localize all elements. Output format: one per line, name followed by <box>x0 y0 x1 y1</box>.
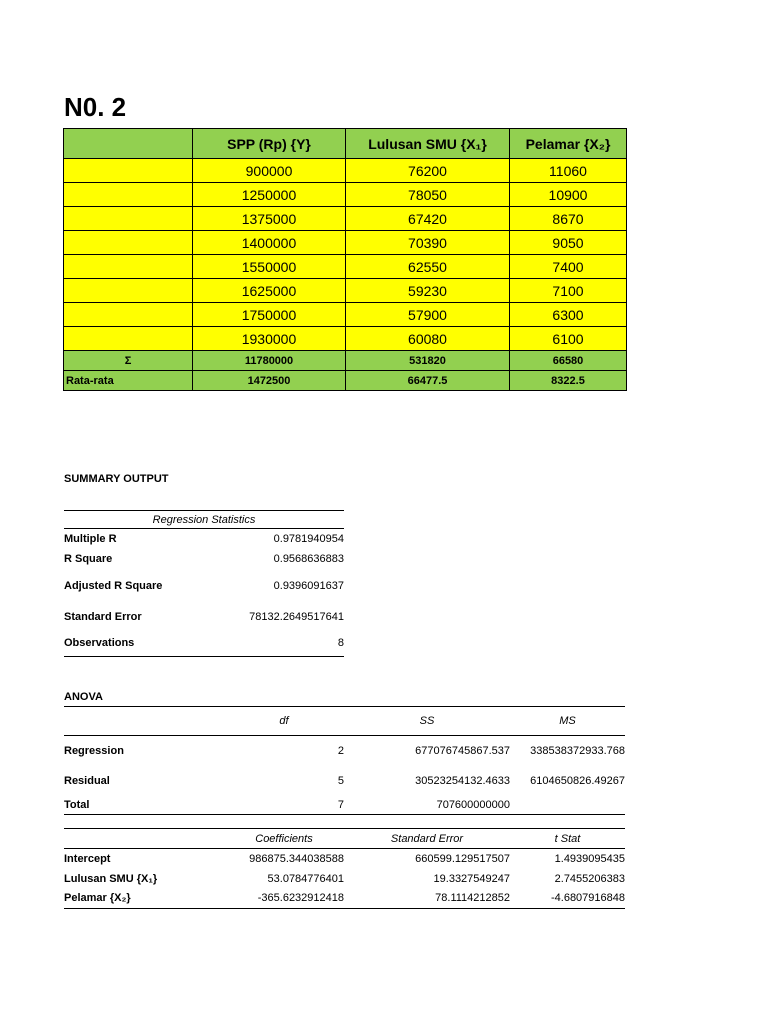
table-row <box>64 255 627 279</box>
coefficients-cell: 53.0784776401 <box>267 872 344 885</box>
coefficients-cell: 1.4939095435 <box>554 852 625 865</box>
stat-label: Standard Error <box>64 611 142 623</box>
stat-row <box>64 549 344 569</box>
coefficients-table <box>64 828 625 909</box>
stat-label: Adjusted R Square <box>64 580 163 592</box>
table-cell: 78050 <box>346 183 510 207</box>
coefficients-cell: 660599.129517507 <box>415 852 510 865</box>
stat-row <box>64 569 344 604</box>
table-cell <box>64 303 193 327</box>
stat-row <box>64 631 344 657</box>
stat-value: 0.9396091637 <box>273 580 344 592</box>
anova-table <box>64 706 625 815</box>
coefficients-row-label: Pelamar {X₂} <box>64 889 224 909</box>
header-cell-lulusan: Lulusan SMU {X₁} <box>346 129 510 159</box>
table-cell: 10900 <box>510 183 627 207</box>
anova-header-ms: MS <box>510 707 625 736</box>
coefficients-header-cell <box>64 829 224 849</box>
anova-row-label: Residual <box>64 774 110 787</box>
page-title: N0. 2 <box>64 92 127 122</box>
table-cell: 1750000 <box>193 303 346 327</box>
table-row <box>64 183 627 207</box>
table-cell: 62550 <box>346 255 510 279</box>
stat-value: 0.9568636883 <box>273 552 344 565</box>
anova-row <box>64 736 625 766</box>
coefficients-header-tstat: t Stat <box>510 829 625 849</box>
stat-value: 78132.2649517641 <box>249 611 344 623</box>
table-row <box>64 207 627 231</box>
coefficients-row <box>64 849 625 869</box>
anova-cell: 2 <box>337 744 344 757</box>
sum-cell: 66580 <box>510 351 627 371</box>
table-cell: 1250000 <box>193 183 346 207</box>
table-cell: 7400 <box>510 255 627 279</box>
coefficients-cell: 986875.344038588 <box>249 852 344 865</box>
header-cell-pelamar: Pelamar {X₂} <box>510 129 627 159</box>
data-table <box>63 128 627 391</box>
sum-label: Σ <box>64 351 193 371</box>
stat-label: Multiple R <box>64 532 117 545</box>
coefficients-row <box>64 869 625 889</box>
regression-statistics-caption-row <box>64 511 344 529</box>
table-cell: 6300 <box>510 303 627 327</box>
coefficients-cell: -4.6807916848 <box>510 889 625 909</box>
table-cell: 76200 <box>346 159 510 183</box>
table-cell: 60080 <box>346 327 510 351</box>
anova-header-df: df <box>224 707 344 736</box>
table-cell: 67420 <box>346 207 510 231</box>
table-cell: 59230 <box>346 279 510 303</box>
stat-value: 0.9781940954 <box>273 532 344 545</box>
anova-cell: 7 <box>224 796 344 815</box>
table-cell <box>64 279 193 303</box>
coefficients-cell: 19.3327549247 <box>433 872 510 885</box>
header-cell <box>64 129 193 159</box>
table-cell: 6100 <box>510 327 627 351</box>
table-cell: 11060 <box>510 159 627 183</box>
anova-cell: 30523254132.4633 <box>415 774 510 787</box>
stat-label: Observations <box>64 631 207 657</box>
sum-row <box>64 351 627 371</box>
stat-row <box>64 529 344 549</box>
table-row <box>64 327 627 351</box>
table-cell <box>64 207 193 231</box>
table-cell: 1930000 <box>193 327 346 351</box>
table-cell: 900000 <box>193 159 346 183</box>
table-row <box>64 159 627 183</box>
table-cell: 1625000 <box>193 279 346 303</box>
coefficients-cell: -365.6232912418 <box>224 889 344 909</box>
anova-cell: 677076745867.537 <box>415 744 510 757</box>
table-cell: 8670 <box>510 207 627 231</box>
anova-cell <box>510 796 625 815</box>
regression-statistics-caption: Regression Statistics <box>64 511 344 529</box>
table-cell: 70390 <box>346 231 510 255</box>
coefficients-row-label: Lulusan SMU {X₁} <box>64 872 158 885</box>
anova-header-row <box>64 707 625 736</box>
sum-cell: 531820 <box>346 351 510 371</box>
coefficients-header-row <box>64 829 625 849</box>
stat-row <box>64 604 344 631</box>
table-cell <box>64 327 193 351</box>
average-cell: 8322.5 <box>510 371 627 391</box>
coefficients-header-stderr: Standard Error <box>344 829 510 849</box>
stat-label: R Square <box>64 552 113 565</box>
table-cell: 1400000 <box>193 231 346 255</box>
anova-header-cell <box>64 707 224 736</box>
table-row <box>64 303 627 327</box>
stat-value: 8 <box>207 631 344 657</box>
average-cell: 1472500 <box>193 371 346 391</box>
anova-header-ss: SS <box>344 707 510 736</box>
table-header-row <box>64 129 627 159</box>
table-cell: 9050 <box>510 231 627 255</box>
table-row <box>64 279 627 303</box>
regression-statistics-table <box>64 510 344 657</box>
table-cell <box>64 183 193 207</box>
table-row <box>64 231 627 255</box>
coefficients-cell: 78.1114212852 <box>344 889 510 909</box>
anova-row <box>64 766 625 796</box>
table-cell <box>64 231 193 255</box>
table-cell <box>64 255 193 279</box>
average-cell: 66477.5 <box>346 371 510 391</box>
table-cell <box>64 159 193 183</box>
table-cell: 7100 <box>510 279 627 303</box>
average-row <box>64 371 627 391</box>
summary-output-title: SUMMARY OUTPUT <box>64 473 169 485</box>
anova-cell: 6104650826.49267 <box>530 774 625 787</box>
coefficients-header-coef: Coefficients <box>224 829 344 849</box>
anova-cell: 707600000000 <box>344 796 510 815</box>
coefficients-row <box>64 889 625 909</box>
anova-row-label: Regression <box>64 744 124 757</box>
coefficients-row-label: Intercept <box>64 852 111 865</box>
anova-cell: 5 <box>337 774 344 787</box>
table-cell: 1375000 <box>193 207 346 231</box>
anova-title: ANOVA <box>64 691 103 703</box>
average-label: Rata-rata <box>64 371 193 391</box>
sum-cell: 11780000 <box>193 351 346 371</box>
table-cell: 57900 <box>346 303 510 327</box>
anova-row <box>64 796 625 815</box>
table-cell: 1550000 <box>193 255 346 279</box>
coefficients-cell: 2.7455206383 <box>554 872 625 885</box>
anova-row-label: Total <box>64 796 224 815</box>
anova-cell: 338538372933.768 <box>530 744 625 757</box>
header-cell-spp: SPP (Rp) {Y} <box>193 129 346 159</box>
